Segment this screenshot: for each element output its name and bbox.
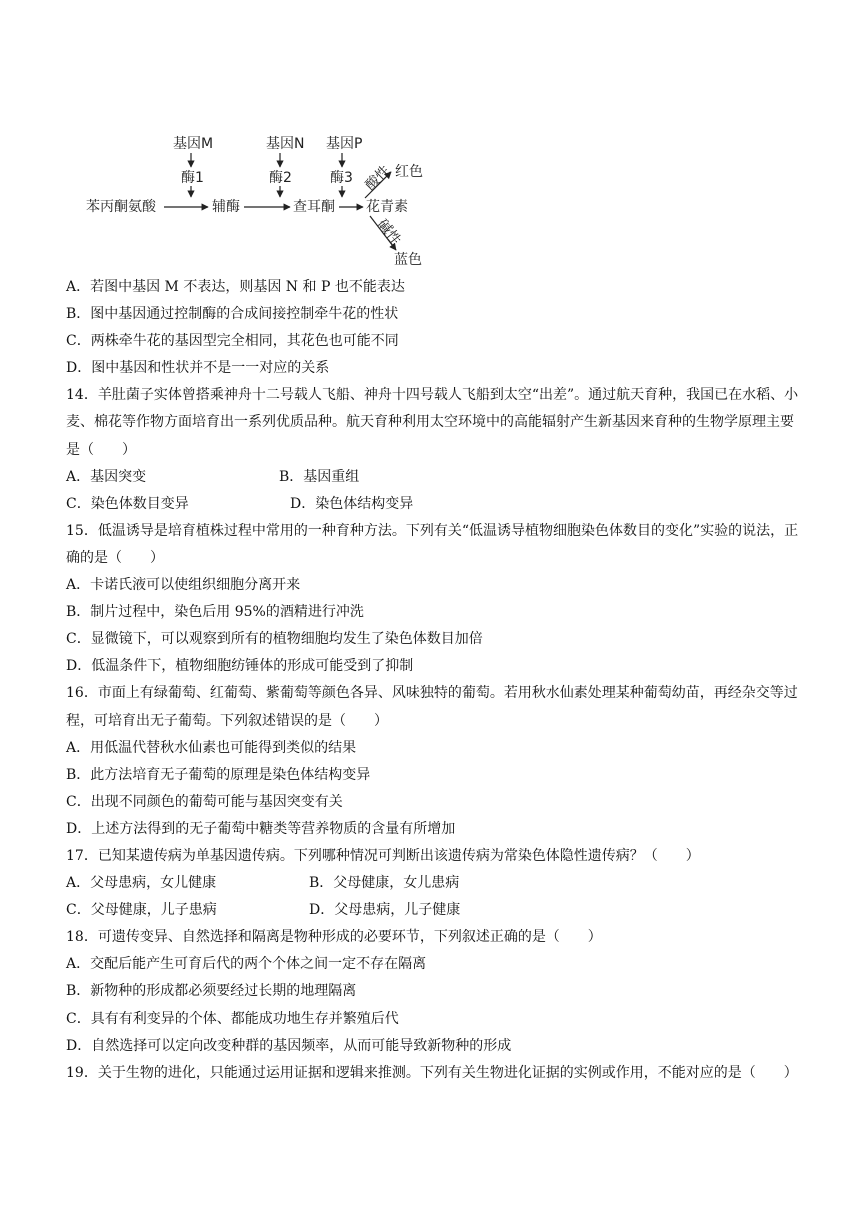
gene-pathway-diagram <box>84 128 444 270</box>
gene-p-label: 基因P <box>326 136 363 152</box>
q14-stem: 14．羊肚菌子实体曾搭乘神舟十二号载人飞船、神舟十四号载人飞船到太空“出差”。通过航天育种，我国已在水稻、小麦、棉花等作物方面培育出一系列优质品种。航天育种利用太空环境中的高能辐射产生新基因来育种的生物学原理主要是（ ） <box>66 387 799 458</box>
q17-option-d: D．父母患病，儿子健康 <box>309 902 461 919</box>
question-content <box>66 274 800 1087</box>
q18-stem: 18．可遗传变异、自然选择和隔离是物种形成的必要环节，下列叙述正确的是（ ） <box>66 929 602 946</box>
condition-base: 碱性 <box>373 216 404 249</box>
q14-option-d: D．染色体结构变异 <box>290 495 414 512</box>
q18-option-d: D．自然选择可以定向改变种群的基因频率，从而可能导致新物种的形成 <box>66 1037 512 1054</box>
q17-options-row2 <box>66 897 800 924</box>
q17-option-a: A．父母患病，女儿健康 <box>66 875 217 892</box>
q15-option-a: A．卡诺氏液可以使组织细胞分离开来 <box>66 577 301 594</box>
compound-3: 查耳酮 <box>293 199 335 215</box>
enzyme2-label: 酶2 <box>269 170 292 186</box>
condition-acid: 酸性 <box>362 162 394 194</box>
q18-option-c: C．具有有利变异的个体、都能成功地生存并繁殖后代 <box>66 1010 399 1027</box>
q16-option-b: B．此方法培育无子葡萄的原理是染色体结构变异 <box>66 766 371 783</box>
gene-m-label: 基因M <box>173 136 214 152</box>
q17-option-c: C．父母健康，儿子患病 <box>66 902 217 919</box>
gene-n-label: 基因N <box>266 136 305 152</box>
q13-option-d: D．图中基因和性状并不是一一对应的关系 <box>66 360 330 377</box>
q14-option-c: C．染色体数目变异 <box>66 495 189 512</box>
q13-option-c: C．两株牵牛花的基因型完全相同，其花色也可能不同 <box>66 333 399 350</box>
q16-option-d: D．上述方法得到的无子葡萄中糖类等营养物质的含量有所增加 <box>66 820 456 837</box>
q15-stem: 15．低温诱导是培育植株过程中常用的一种育种方法。下列有关“低温诱导植物细胞染色体数目的变化”实验的说法，正确的是（ ） <box>66 522 799 566</box>
compound-start: 苯丙酮氨酸 <box>86 199 156 215</box>
q17-stem: 17．已知某遗传病为单基因遗传病。下列哪种情况可判断出该遗传病为常染色体隐性遗传病？（ ） <box>66 847 700 864</box>
q16-stem: 16．市面上有绿葡萄、红葡萄、紫葡萄等颜色各异、风味独特的葡萄。若用秋水仙素处理某种葡萄幼苗，再经杂交等过程，可培育出无子葡萄。下列叙述错误的是（ ） <box>66 685 798 729</box>
q13-option-a: A．若图中基因 M 不表达，则基因 N 和 P 也不能表达 <box>66 279 405 295</box>
q14-option-b: B．基因重组 <box>279 468 360 485</box>
q18-option-b: B．新物种的形成都必须要经过长期的地理隔离 <box>66 983 357 1000</box>
enzyme1-label: 酶1 <box>181 170 204 186</box>
q15-option-c: C．显微镜下，可以观察到所有的植物细胞均发生了染色体数目加倍 <box>66 631 483 648</box>
q13-option-b: B．图中基因通过控制酶的合成间接控制牵牛花的性状 <box>66 306 399 323</box>
q17-options-row1 <box>66 870 800 897</box>
compound-2: 辅酶 <box>212 199 240 215</box>
q19-stem: 19．关于生物的进化，只能通过运用证据和逻辑来推测。下列有关生物进化证据的实例或作用，不能对应的是（ ） <box>66 1064 798 1081</box>
color-red: 红色 <box>395 164 423 180</box>
q18-option-a: A．交配后能产生可育后代的两个个体之间一定不存在隔离 <box>66 956 427 973</box>
color-blue: 蓝色 <box>394 252 422 268</box>
q14-options-row1 <box>66 464 800 491</box>
q14-options-row2 <box>66 491 800 518</box>
q15-option-d: D．低温条件下，植物细胞纺锤体的形成可能受到了抑制 <box>66 658 414 675</box>
q16-option-a: A．用低温代替秋水仙素也可能得到类似的结果 <box>66 739 357 756</box>
q14-option-a: A．基因突变 <box>66 468 147 485</box>
q16-option-c: C．出现不同颜色的葡萄可能与基因突变有关 <box>66 793 343 810</box>
compound-end: 花青素 <box>366 199 408 215</box>
enzyme3-label: 酶3 <box>330 170 353 186</box>
q15-option-b: B．制片过程中，染色后用 95%的酒精进行冲洗 <box>66 604 364 621</box>
q17-option-b: B．父母健康，女儿患病 <box>309 875 460 892</box>
